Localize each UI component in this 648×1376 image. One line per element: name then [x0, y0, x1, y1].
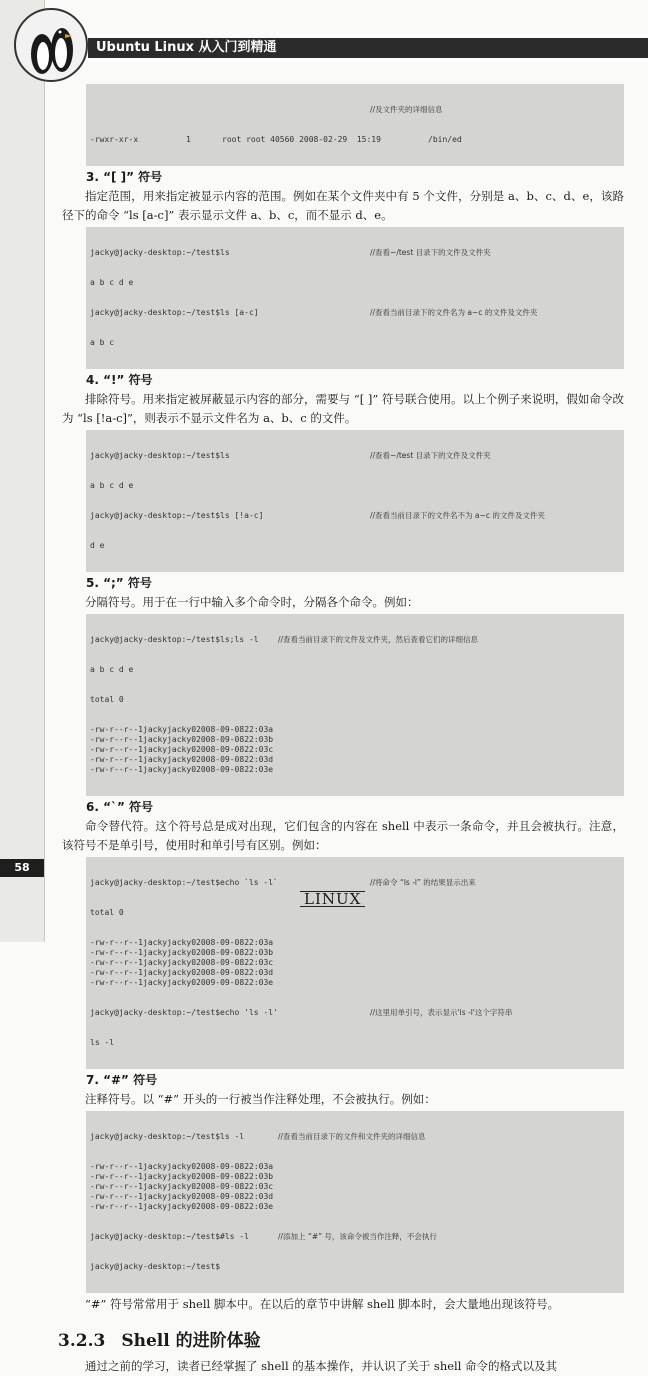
footer-logo: LINUX [300, 891, 365, 907]
code-cmd: a b c d e [90, 278, 134, 287]
ls-cell: 0 [191, 938, 197, 947]
ls-cell: jacky [167, 765, 192, 774]
ls-cell: c [268, 745, 274, 754]
ls-cell: -rw-r--r-- [90, 745, 139, 754]
ls-cell: 22:03 [244, 1162, 269, 1171]
ls-cell: 2008-09-08 [196, 735, 245, 744]
ls-cell: 22:03 [244, 938, 269, 947]
ls-cell: 1 [138, 735, 143, 744]
code-cmd: d e [90, 541, 105, 550]
ls-cell: 0 [191, 1192, 197, 1201]
ls-cell: 1 [138, 745, 143, 754]
code-comment: //将命令 “ls -l” 的结果显示出来 [370, 878, 476, 887]
code-cmd: jacky@jacky-desktop:~/test$ls -l [90, 1132, 245, 1141]
ls-cell: 2008-09-08 [196, 938, 245, 947]
ls-cell: -rw-r--r-- [90, 1182, 139, 1191]
ls-cell: 22:03 [244, 948, 269, 957]
ls-cell: jacky [167, 735, 192, 744]
ls-cell: c [268, 958, 274, 967]
ls-cell: 1 [138, 978, 143, 987]
ls-cell: jacky [167, 1182, 192, 1191]
ls-cell: jacky [167, 978, 192, 987]
ls-cell: 2008-09-08 [196, 755, 245, 764]
ls-cell: jacky [143, 1202, 168, 1211]
paragraph: 命令替代符。这个符号总是成对出现，它们包含的内容在 shell 中表示一条命令，并且会被执行。注意，该符号不是单引号，使用时和单引号有区别。例如： [62, 819, 624, 852]
subsection-heading [58, 1326, 632, 1351]
code-output: ls -l [90, 1038, 115, 1047]
ls-cell: 22:03 [244, 978, 269, 987]
ls-cell: jacky [143, 1192, 168, 1201]
ls-cell: -rw-r--r-- [90, 725, 139, 734]
ls-row [90, 1192, 620, 1202]
book-title: Ubuntu Linux 从入门到精通 [96, 40, 277, 55]
ls-cell: jacky [143, 745, 168, 754]
code-cmd: jacky@jacky-desktop:~/test$ls [90, 248, 230, 257]
ls-cell: 0 [191, 958, 197, 967]
ls-cell: -rw-r--r-- [90, 1192, 139, 1201]
code-comment: //查看当前目录下的文件名不为 a~c 的文件及文件夹 [370, 511, 545, 520]
penguin-icon [16, 10, 86, 80]
ls-cell: jacky [143, 735, 168, 744]
ls-cell: 1 [138, 755, 143, 764]
ls-cell: 22:03 [244, 1192, 269, 1201]
ls-cell: 1 [138, 1162, 143, 1171]
ls-cell: 0 [191, 755, 197, 764]
paragraph: 指定范围，用来指定被显示内容的范围。例如在某个文件夹中有 5 个文件，分别是 a、b、c、d、e，该路径下的命令 “ls [a-c]” 表示显示文件 a、b、c，而不显示 d、e。 [62, 189, 624, 222]
ls-cell: d [268, 968, 274, 977]
ls-row [90, 978, 620, 988]
ls-cell: 1 [138, 938, 143, 947]
ls-cell: 0 [191, 735, 197, 744]
section-heading: 6. “`” 符号 [86, 800, 154, 814]
code-cell: /bin/ed [428, 135, 462, 144]
penguin-logo [14, 8, 88, 82]
ls-cell: 1 [138, 958, 143, 967]
ls-cell: 1 [138, 765, 143, 774]
ls-cell: jacky [143, 1182, 168, 1191]
paragraph: “#” 符号常常用于 shell 脚本中。在以后的章节中讲解 shell 脚本时，会大量地出现该符号。 [85, 1297, 560, 1311]
ls-cell: 1 [138, 968, 143, 977]
code-comment: //查看~/test 目录下的文件及文件夹 [370, 451, 491, 460]
ls-row [90, 745, 620, 755]
ls-row [90, 765, 620, 775]
code-block [86, 1111, 624, 1293]
ls-cell: 1 [138, 1192, 143, 1201]
ls-cell: 2008-09-08 [196, 745, 245, 754]
code-comment: //查看~/test 目录下的文件及文件夹 [370, 248, 491, 257]
ls-cell: 2008-09-08 [196, 725, 245, 734]
ls-cell: e [268, 978, 274, 987]
ls-cell: 0 [191, 978, 197, 987]
ls-cell: d [268, 755, 274, 764]
code-cell: root root 40560 2008-02-29 15:19 [222, 135, 381, 144]
ls-cell: jacky [143, 968, 168, 977]
ls-cell: jacky [143, 938, 168, 947]
page-sidebar [0, 0, 45, 942]
ls-cell: e [268, 765, 274, 774]
code-cell: 1 [186, 135, 191, 144]
ls-row [90, 1172, 620, 1182]
ls-cell: 0 [191, 745, 197, 754]
code-comment: //及文件夹的详细信息 [370, 105, 443, 114]
ls-cell: 22:03 [244, 725, 269, 734]
section-heading: 5. “;” 符号 [86, 576, 152, 590]
ls-cell: jacky [167, 968, 192, 977]
ls-cell: 0 [191, 948, 197, 957]
ls-cell: jacky [167, 725, 192, 734]
ls-cell: 22:03 [244, 765, 269, 774]
ls-cell: b [268, 1172, 274, 1181]
code-cmd: jacky@jacky-desktop:~/test$ls [a-c] [90, 308, 259, 317]
ls-cell: 2008-09-08 [196, 958, 245, 967]
code-cell: -rwxr-xr-x [90, 135, 139, 144]
code-cmd: jacky@jacky-desktop:~/test$ [90, 1262, 221, 1271]
ls-cell: 2008-09-08 [196, 1162, 245, 1171]
paragraph: 注释符号。以 “#” 开头的一行被当作注释处理，不会被执行。例如： [85, 1092, 436, 1106]
code-comment: //查看当前目录下的文件和文件夹的详细信息 [278, 1132, 426, 1141]
ls-cell: -rw-r--r-- [90, 1202, 139, 1211]
ls-cell: -rw-r--r-- [90, 968, 139, 977]
ls-row [90, 725, 620, 735]
ls-cell: c [268, 1182, 274, 1191]
code-cmd: jacky@jacky-desktop:~/test$ls [90, 451, 230, 460]
code-cmd: jacky@jacky-desktop:~/test$#ls -l [90, 1232, 249, 1241]
ls-cell: 22:03 [244, 968, 269, 977]
ls-row [90, 755, 620, 765]
ls-cell: a [268, 1162, 274, 1171]
code-comment: //添加上 “#” 号，该命令被当作注释，不会执行 [278, 1232, 437, 1241]
ls-cell: jacky [167, 958, 192, 967]
code-output: total 0 [90, 908, 124, 917]
ls-cell: 22:03 [244, 958, 269, 967]
ls-cell: e [268, 1202, 274, 1211]
section-heading: 4. “!” 符号 [86, 373, 153, 387]
ls-cell: b [268, 735, 274, 744]
ls-cell: jacky [143, 765, 168, 774]
paragraph: 通过之前的学习，读者已经掌握了 shell 的基本操作，并认识了关于 shell 命令的格式以及其 [85, 1359, 558, 1373]
subsection-number: 3.2.3 [58, 1331, 106, 1351]
ls-cell: 22:03 [244, 755, 269, 764]
ls-cell: jacky [143, 958, 168, 967]
ls-row [90, 968, 620, 978]
code-cmd: a b c d e [90, 481, 134, 490]
ls-cell: 22:03 [244, 745, 269, 754]
code-comment: //查看当前目录下的文件名为 a~c 的文件及文件夹 [370, 308, 538, 317]
ls-cell: 22:03 [244, 1182, 269, 1191]
ls-cell: jacky [143, 755, 168, 764]
ls-cell: -rw-r--r-- [90, 1172, 139, 1181]
ls-cell: 1 [138, 948, 143, 957]
code-comment: //这里用单引号，表示显示'ls -l'这个字符串 [370, 1008, 513, 1017]
code-block-top [86, 84, 624, 166]
ls-cell: jacky [167, 745, 192, 754]
subsection-title: Shell 的进阶体验 [121, 1331, 261, 1351]
ls-cell: 0 [191, 725, 197, 734]
ls-cell: d [268, 1192, 274, 1201]
ls-cell: jacky [167, 938, 192, 947]
ls-row [90, 735, 620, 745]
code-block [86, 857, 624, 1069]
ls-row [90, 1162, 620, 1172]
code-cmd: jacky@jacky-desktop:~/test$echo `ls -l` [90, 878, 278, 887]
page-content [58, 84, 632, 1376]
ls-row [90, 958, 620, 968]
ls-cell: 0 [191, 1202, 197, 1211]
paragraph: 分隔符号。用于在一行中输入多个命令时，分隔各个命令。例如： [85, 595, 419, 609]
code-output: total 0 [90, 695, 124, 704]
ls-cell: -rw-r--r-- [90, 958, 139, 967]
ls-cell: jacky [143, 725, 168, 734]
ls-cell: jacky [143, 1162, 168, 1171]
ls-cell: jacky [143, 1172, 168, 1181]
section-heading: 7. “#” 符号 [86, 1073, 158, 1087]
ls-cell: 2009-09-08 [196, 978, 245, 987]
ls-cell: -rw-r--r-- [90, 948, 139, 957]
ls-cell: a [268, 938, 274, 947]
code-cmd: a b c [90, 338, 115, 347]
ls-cell: 2008-09-08 [196, 948, 245, 957]
ls-cell: 0 [191, 1182, 197, 1191]
code-cmd: jacky@jacky-desktop:~/test$ls;ls -l [90, 635, 259, 644]
ls-cell: 2008-09-08 [196, 968, 245, 977]
ls-row [90, 1182, 620, 1192]
ls-cell: 22:03 [244, 1202, 269, 1211]
code-comment: //查看当前目录下的文件及文件夹，然后查看它们的详细信息 [278, 635, 479, 644]
ls-cell: a [268, 725, 274, 734]
ls-cell: -rw-r--r-- [90, 978, 139, 987]
ls-cell: b [268, 948, 274, 957]
ls-cell: jacky [143, 948, 168, 957]
ls-cell: jacky [167, 1162, 192, 1171]
code-output: a b c d e [90, 665, 134, 674]
ls-cell: jacky [143, 978, 168, 987]
ls-cell: 2008-09-08 [196, 765, 245, 774]
paragraph: 排除符号。用来指定被屏蔽显示内容的部分，需要与 “[ ]” 符号联合使用。以上个例子来说明，假如命令改为 “ls [!a-c]”，则表示不显示文件名为 a、b、c 的文件。 [62, 392, 624, 425]
ls-cell: -rw-r--r-- [90, 755, 139, 764]
ls-cell: 0 [191, 765, 197, 774]
ls-cell: 1 [138, 1182, 143, 1191]
ls-row [90, 1202, 620, 1212]
ls-cell: jacky [167, 1202, 192, 1211]
ls-cell: 22:03 [244, 1172, 269, 1181]
ls-cell: -rw-r--r-- [90, 765, 139, 774]
code-block [86, 614, 624, 796]
code-cmd: jacky@jacky-desktop:~/test$echo 'ls -l' [90, 1008, 278, 1017]
code-block [86, 430, 624, 572]
ls-cell: -rw-r--r-- [90, 938, 139, 947]
ls-cell: jacky [167, 1172, 192, 1181]
ls-cell: 2008-09-08 [196, 1202, 245, 1211]
ls-cell: 0 [191, 1162, 197, 1171]
ls-row [90, 948, 620, 958]
ls-cell: 2008-09-08 [196, 1182, 245, 1191]
ls-cell: -rw-r--r-- [90, 735, 139, 744]
ls-cell: 2008-09-08 [196, 1192, 245, 1201]
ls-cell: 0 [191, 968, 197, 977]
ls-row [90, 938, 620, 948]
code-cmd: jacky@jacky-desktop:~/test$ls [!a-c] [90, 511, 264, 520]
ls-cell: 1 [138, 1202, 143, 1211]
ls-cell: 2008-09-08 [196, 1172, 245, 1181]
ls-cell: 1 [138, 1172, 143, 1181]
ls-cell: jacky [167, 948, 192, 957]
ls-cell: 1 [138, 725, 143, 734]
page-number: 58 [0, 859, 44, 877]
ls-cell: 0 [191, 1172, 197, 1181]
ls-cell: jacky [167, 1192, 192, 1201]
section-heading: 3. “[ ]” 符号 [86, 170, 163, 184]
ls-cell: jacky [167, 755, 192, 764]
code-block [86, 227, 624, 369]
ls-cell: -rw-r--r-- [90, 1162, 139, 1171]
ls-cell: 22:03 [244, 735, 269, 744]
